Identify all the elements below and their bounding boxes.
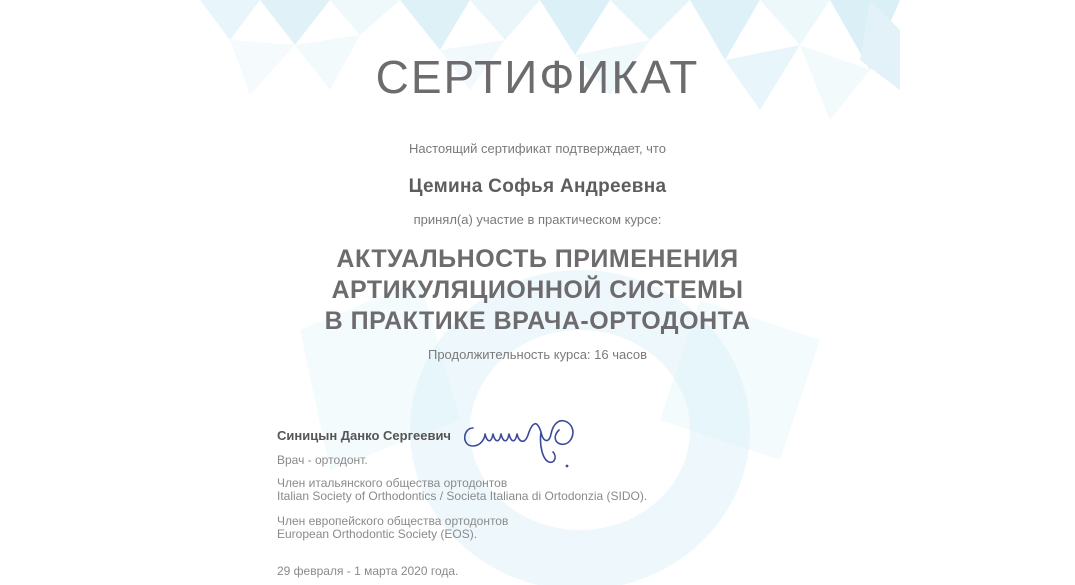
course-title-line: АКТУАЛЬНОСТЬ ПРИМЕНЕНИЯ: [336, 245, 739, 273]
signer-role: Врач - ортодонт.: [277, 453, 368, 467]
signature-icon: [455, 398, 595, 473]
italian-society-membership-ru: Член итальянского общества ортодонтов: [277, 476, 508, 490]
european-society-membership-en: European Orthodontic Society (EOS).: [277, 527, 478, 541]
signer-name: Синицын Данко Сергеевич: [277, 428, 451, 443]
course-title-line: В ПРАКТИКЕ ВРАЧА-ОРТОДОНТА: [324, 307, 751, 335]
course-title-line: АРТИКУЛЯЦИОННОЙ СИСТЕМЫ: [331, 276, 744, 304]
european-society-membership-ru: Член европейского общества ортодонтов: [277, 514, 509, 528]
course-duration: Продолжительность курса: 16 часов: [427, 347, 648, 362]
participation-text: принял(а) участие в практическом курсе:: [413, 212, 662, 227]
certificate-title: СЕРТИФИКАТ: [375, 51, 700, 103]
italian-society-membership-en: Italian Society of Orthodontics / Societa Italiana di Ortodonzia (SIDO).: [277, 489, 648, 503]
event-dates: 29 февраля - 1 марта 2020 года.: [277, 564, 459, 578]
recipient-name: Цемина Софья Андреевна: [408, 176, 667, 197]
intro-text: Настоящий сертификат подтверждает, что: [409, 141, 666, 156]
